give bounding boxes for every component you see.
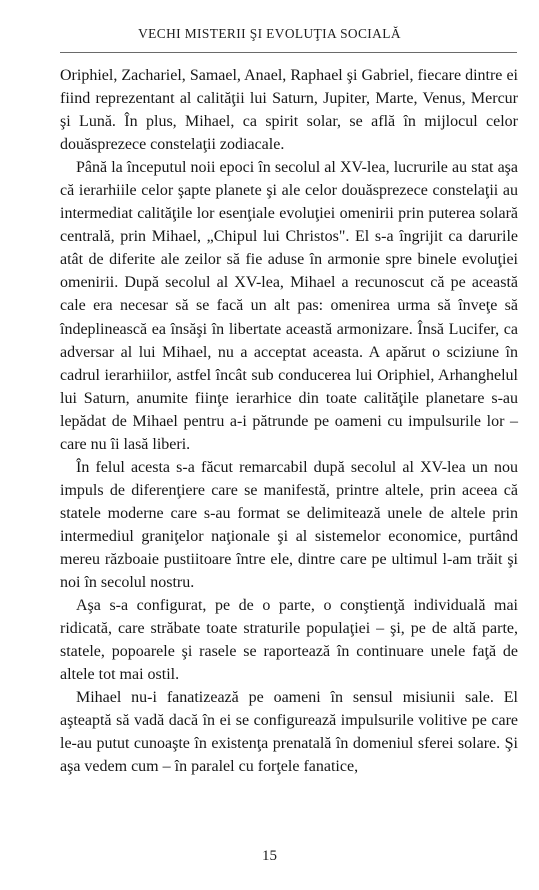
page-number: 15	[262, 848, 277, 864]
paragraph-2: Până la începutul noii epoci în secolul al XV-lea, lucrurile au stat aşa că ierarhiile celor şapte planete şi ale celor douăsprezece constelaţii au intermediat calităţile lor esenţiale evoluţiei omenirii prin puterea solară centrală, prin Mihael, „Chipul lui Christos". El s-a îngrijit ca darurile atât de diferite ale zeilor să fie aduse în armonie spre binele evoluţiei omenirii. După secolul al XV-lea, Mihael a recunoscut că pe această cale era necesar să se facă un alt pas: omenirea urma să înveţe să îndeplinească ea însăşi în libertate această armonizare. Însă Lucifer, ca adversar al lui Mihael, nu a acceptat aceasta. A apărut o sciziune în cadrul ierarhiilor, astfel încât sub conducerea lui Oriphiel, Arhanghelul lui Saturn, anumite fiinţe ierarhice din toate calităţile planetare s-au lepădat de Mihael pentru a-i pătrunde pe oameni cu impulsurile lor – care nu îi lasă liberi.	[60, 159, 518, 453]
header-rule	[60, 52, 517, 53]
running-header: VECHI MISTERII ŞI EVOLUŢIA SOCIALĂ	[138, 26, 401, 41]
paragraph-3: În felul acesta s-a făcut remarcabil după secolul al XV-lea un nou impuls de diferenţiere care se manifestă, printre altele, prin aceea că statele moderne care s-au format se delimitează unele de altele prin intermediul graniţelor naţionale şi al sistemelor economice, purtând mereu războaie pustiitoare între ele, dintre care pe ultimul l-am trăit şi noi în secolul nostru.	[60, 458, 518, 592]
paragraph-5: Mihael nu-i fanatizează pe oameni în sensul misiunii sale. El aşteaptă să vadă dacă în ei se configurează impulsurile volitive pe care le-au putut cunoaşte în existenţa prenatală în domeniul sferei solare. Şi aşa vedem cum – în paralel cu forţele fanatice,	[60, 689, 518, 776]
paragraph-4: Aşa s-a configurat, pe de o parte, o conştienţă individuală mai ridicată, care străbate toate straturile populaţiei – şi, pe de altă parte, statele, popoarele şi rasele se raportează în continuare unele faţă de altele tot mai ostil.	[60, 597, 518, 684]
paragraph-1: Oriphiel, Zachariel, Samael, Anael, Raphael şi Gabriel, fiecare dintre ei fiind reprezentant al calităţii lui Saturn, Jupiter, Marte, Venus, Mercur şi Lună. În plus, Mihael, ca spirit solar, se află în mijlocul celor douăsprezece constelaţii zodiacale.	[60, 67, 518, 154]
body-text	[60, 64, 518, 778]
